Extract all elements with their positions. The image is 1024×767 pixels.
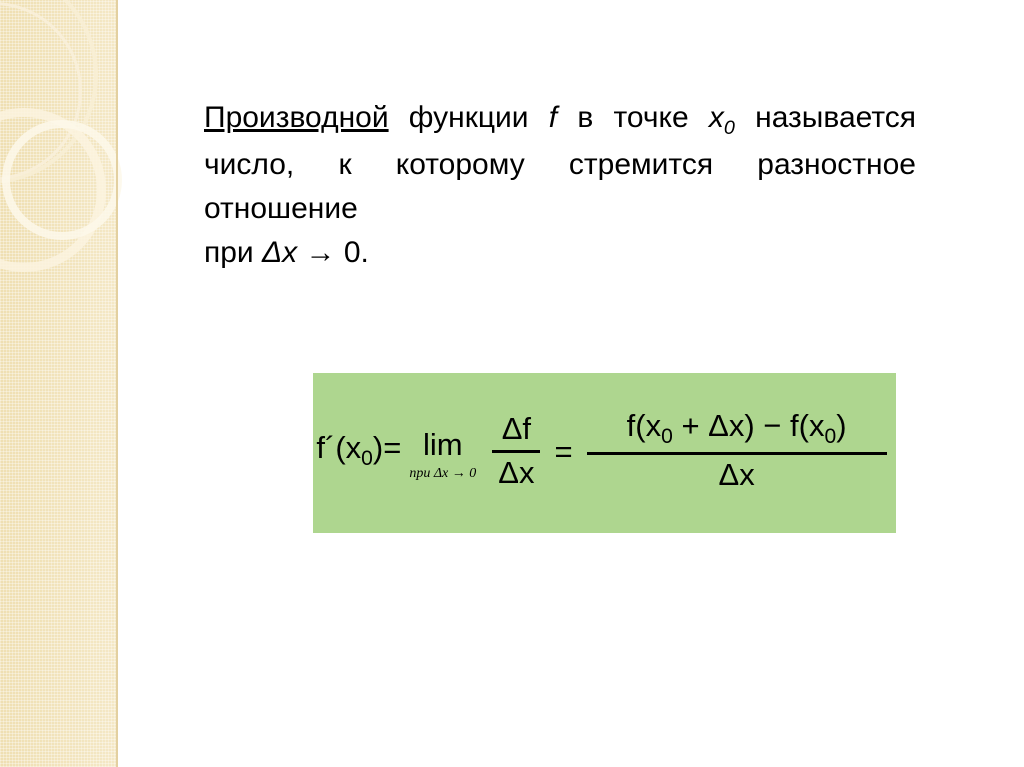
num-suffix: ): [836, 408, 847, 444]
num-sub-1: 0: [661, 425, 673, 449]
lhs-main: f´(x: [316, 430, 362, 466]
num-prefix: f(x: [626, 408, 662, 444]
definition-line-4: [204, 231, 916, 275]
definition-line-2: называется число, к которому: [204, 101, 916, 182]
formula-left-hand-side: [316, 430, 401, 471]
limit-value: 0.: [343, 236, 369, 270]
arrow-symbol: →: [297, 236, 344, 270]
lim-label: lim: [422, 426, 463, 462]
derivative-formula: [316, 409, 892, 493]
expanded-denominator: Δx: [718, 457, 755, 493]
fraction-denominator: Δx: [498, 454, 535, 490]
num-sub-2: 0: [824, 425, 837, 449]
slide-content: [118, 0, 1024, 767]
difference-quotient-fraction: [492, 412, 540, 490]
function-symbol: f: [548, 101, 558, 134]
decorative-ring-small: [2, 120, 122, 240]
formula-highlight-box: [313, 373, 896, 533]
fraction-bar: [492, 450, 540, 453]
fraction-numerator: Δf: [501, 410, 532, 446]
expanded-numerator: [621, 409, 853, 449]
definition-line-3: стремится разностное отношение: [204, 148, 916, 226]
point-symbol: x: [708, 101, 724, 134]
lim-condition: при Δx → 0: [409, 465, 477, 481]
decorative-side-band: [0, 0, 118, 767]
num-mid: + Δx) − f(x: [672, 408, 825, 444]
limit-operator: [409, 426, 477, 482]
definition-line-4-prefix: при: [204, 236, 263, 270]
definition-term: Производной: [204, 101, 389, 134]
definition-text-2: в точке: [557, 101, 709, 134]
definition-text: [204, 96, 916, 275]
delta-x-symbol: Δx: [262, 236, 298, 270]
expanded-fraction-bar: [587, 452, 887, 455]
lhs-tail: )=: [372, 430, 402, 466]
definition-text-after-term: функции: [388, 101, 549, 134]
equals-sign: =: [554, 434, 573, 469]
point-subscript: 0: [723, 117, 735, 139]
lhs-subscript: 0: [361, 447, 373, 471]
expanded-fraction: [587, 409, 887, 493]
